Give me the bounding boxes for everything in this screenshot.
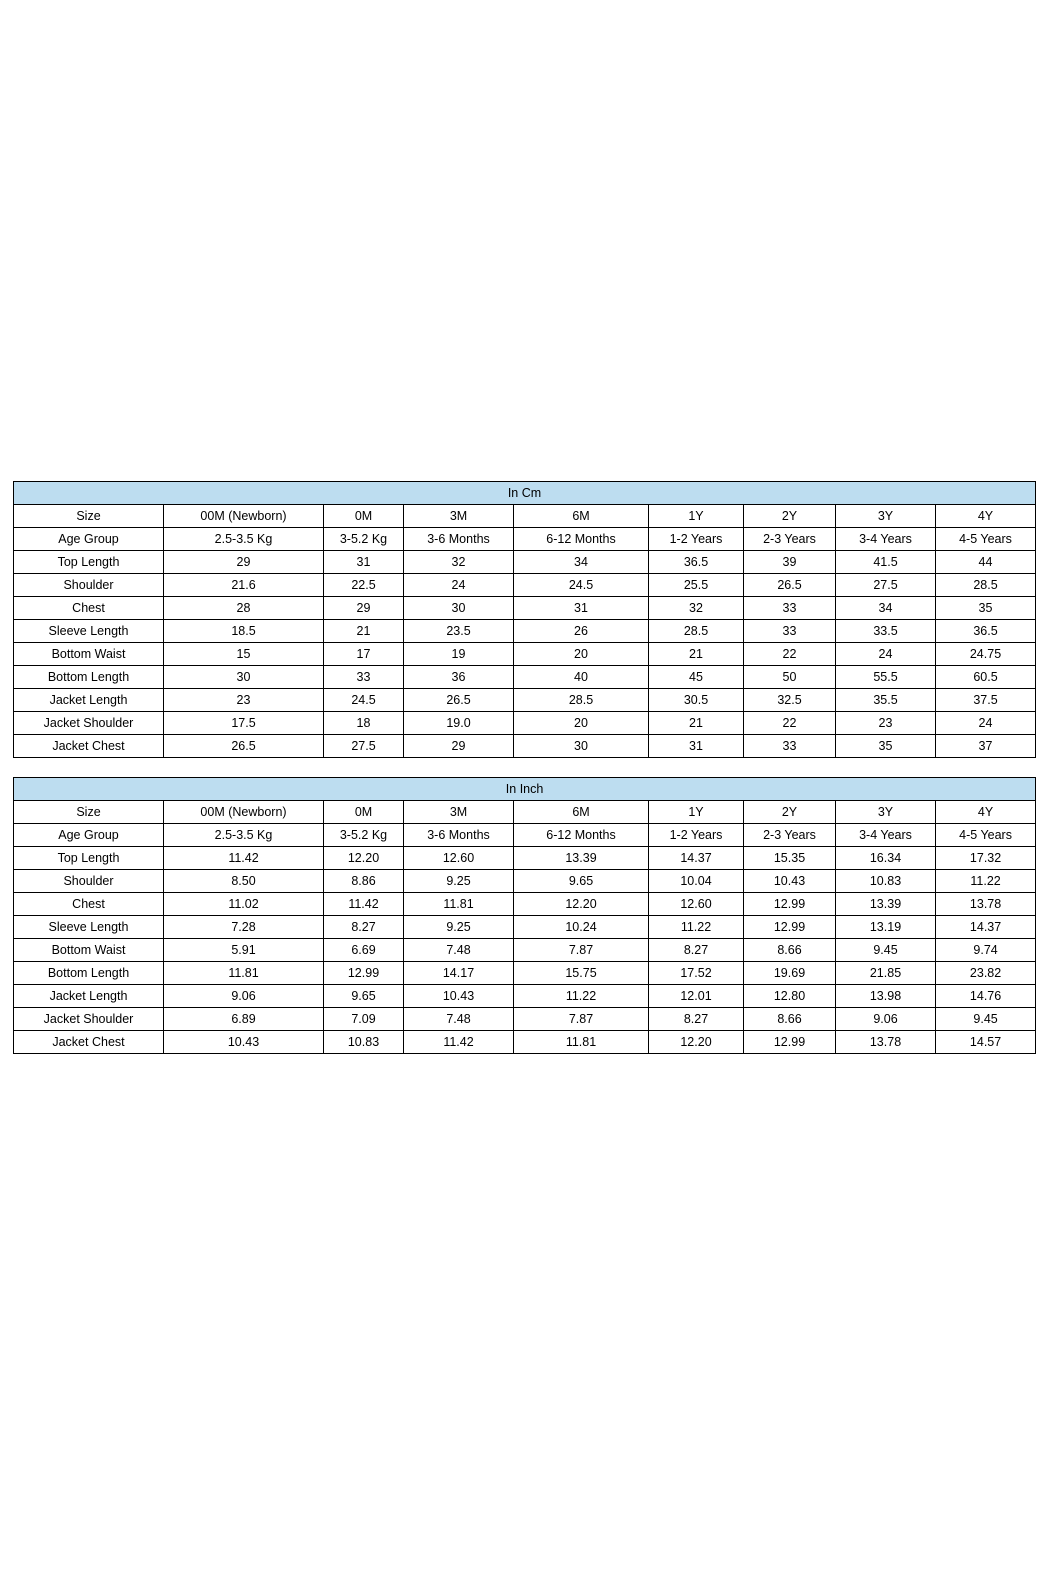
measurement-label: Bottom Length (14, 962, 164, 985)
table-row (14, 574, 1036, 597)
age-group-value: 3-4 Years (836, 528, 936, 551)
measurement-value: 6.69 (324, 939, 404, 962)
measurement-label: Top Length (14, 551, 164, 574)
age-group-row (14, 824, 1036, 847)
table-row (14, 985, 1036, 1008)
table-row (14, 643, 1036, 666)
measurement-value: 8.66 (744, 1008, 836, 1031)
age-group-value: 2-3 Years (744, 528, 836, 551)
measurement-label: Jacket Shoulder (14, 1008, 164, 1031)
measurement-label: Bottom Waist (14, 643, 164, 666)
measurement-value: 33 (744, 620, 836, 643)
measurement-label: Jacket Shoulder (14, 712, 164, 735)
age-group-value: 3-6 Months (404, 824, 514, 847)
measurement-label: Sleeve Length (14, 916, 164, 939)
measurement-value: 12.99 (324, 962, 404, 985)
measurement-value: 14.76 (936, 985, 1036, 1008)
unit-title: In Inch (14, 778, 1036, 801)
measurement-value: 7.48 (404, 939, 514, 962)
measurement-value: 26 (514, 620, 649, 643)
measurement-value: 17 (324, 643, 404, 666)
measurement-value: 20 (514, 712, 649, 735)
age-group-value: 3-5.2 Kg (324, 824, 404, 847)
measurement-value: 33.5 (836, 620, 936, 643)
age-group-value: 6-12 Months (514, 824, 649, 847)
measurement-value: 28 (164, 597, 324, 620)
measurement-value: 34 (514, 551, 649, 574)
measurement-value: 9.45 (936, 1008, 1036, 1031)
measurement-value: 14.57 (936, 1031, 1036, 1054)
measurement-value: 22 (744, 643, 836, 666)
measurement-value: 33 (744, 597, 836, 620)
measurement-label: Shoulder (14, 870, 164, 893)
measurement-value: 32 (404, 551, 514, 574)
measurement-value: 39 (744, 551, 836, 574)
measurement-value: 7.87 (514, 1008, 649, 1031)
measurement-value: 14.17 (404, 962, 514, 985)
measurement-value: 12.99 (744, 893, 836, 916)
measurement-value: 26.5 (744, 574, 836, 597)
measurement-value: 5.91 (164, 939, 324, 962)
measurement-value: 21.6 (164, 574, 324, 597)
measurement-value: 27.5 (836, 574, 936, 597)
measurement-value: 44 (936, 551, 1036, 574)
measurement-value: 13.98 (836, 985, 936, 1008)
measurement-label: Jacket Length (14, 985, 164, 1008)
unit-title-row (14, 482, 1036, 505)
measurement-label: Bottom Length (14, 666, 164, 689)
measurement-value: 17.5 (164, 712, 324, 735)
measurement-value: 9.25 (404, 870, 514, 893)
measurement-label: Jacket Chest (14, 735, 164, 758)
measurement-value: 8.27 (649, 1008, 744, 1031)
measurement-value: 30 (164, 666, 324, 689)
age-group-value: 2.5-3.5 Kg (164, 824, 324, 847)
measurement-value: 17.52 (649, 962, 744, 985)
size-label: 0M (324, 801, 404, 824)
measurement-value: 13.78 (836, 1031, 936, 1054)
measurement-value: 19.0 (404, 712, 514, 735)
measurement-value: 13.39 (514, 847, 649, 870)
measurement-value: 10.43 (164, 1031, 324, 1054)
age-group-value: 1-2 Years (649, 528, 744, 551)
size-table-cm (13, 481, 1036, 758)
age-group-value: 1-2 Years (649, 824, 744, 847)
table-row (14, 893, 1036, 916)
measurement-value: 6.89 (164, 1008, 324, 1031)
age-group-row (14, 528, 1036, 551)
measurement-value: 24 (936, 712, 1036, 735)
measurement-value: 35 (936, 597, 1036, 620)
table-row (14, 689, 1036, 712)
measurement-value: 9.06 (836, 1008, 936, 1031)
measurement-label: Chest (14, 597, 164, 620)
measurement-value: 12.20 (514, 893, 649, 916)
measurement-value: 19.69 (744, 962, 836, 985)
measurement-value: 55.5 (836, 666, 936, 689)
size-header-row (14, 505, 1036, 528)
measurement-value: 13.78 (936, 893, 1036, 916)
measurement-value: 8.27 (324, 916, 404, 939)
measurement-value: 24.5 (324, 689, 404, 712)
measurement-value: 35.5 (836, 689, 936, 712)
measurement-value: 12.20 (649, 1031, 744, 1054)
measurement-value: 36 (404, 666, 514, 689)
measurement-value: 10.83 (836, 870, 936, 893)
measurement-value: 13.19 (836, 916, 936, 939)
measurement-value: 8.66 (744, 939, 836, 962)
measurement-value: 26.5 (404, 689, 514, 712)
measurement-value: 16.34 (836, 847, 936, 870)
measurement-value: 45 (649, 666, 744, 689)
measurement-value: 15.75 (514, 962, 649, 985)
size-label: 4Y (936, 505, 1036, 528)
measurement-value: 8.50 (164, 870, 324, 893)
measurement-value: 30.5 (649, 689, 744, 712)
measurement-value: 11.22 (514, 985, 649, 1008)
measurement-value: 37 (936, 735, 1036, 758)
measurement-value: 11.81 (514, 1031, 649, 1054)
measurement-value: 15.35 (744, 847, 836, 870)
table-row (14, 1008, 1036, 1031)
measurement-value: 20 (514, 643, 649, 666)
measurement-value: 11.02 (164, 893, 324, 916)
age-group-value: 3-4 Years (836, 824, 936, 847)
table-row (14, 735, 1036, 758)
measurement-value: 9.74 (936, 939, 1036, 962)
measurement-value: 10.43 (744, 870, 836, 893)
measurement-value: 31 (514, 597, 649, 620)
table-row (14, 939, 1036, 962)
measurement-value: 9.65 (324, 985, 404, 1008)
size-label: 6M (514, 505, 649, 528)
measurement-value: 31 (324, 551, 404, 574)
measurement-value: 29 (164, 551, 324, 574)
measurement-value: 11.81 (404, 893, 514, 916)
row-header-age-group: Age Group (14, 528, 164, 551)
measurement-value: 23.82 (936, 962, 1036, 985)
size-chart-tables (13, 481, 1035, 1054)
table-row (14, 870, 1036, 893)
table-row (14, 597, 1036, 620)
measurement-value: 29 (324, 597, 404, 620)
measurement-value: 10.04 (649, 870, 744, 893)
measurement-value: 40 (514, 666, 649, 689)
table-row (14, 620, 1036, 643)
measurement-value: 11.22 (649, 916, 744, 939)
measurement-value: 24.75 (936, 643, 1036, 666)
measurement-value: 23.5 (404, 620, 514, 643)
measurement-value: 9.65 (514, 870, 649, 893)
size-label: 1Y (649, 801, 744, 824)
measurement-value: 12.99 (744, 1031, 836, 1054)
row-header-age-group: Age Group (14, 824, 164, 847)
measurement-value: 12.60 (404, 847, 514, 870)
measurement-value: 28.5 (936, 574, 1036, 597)
measurement-value: 9.45 (836, 939, 936, 962)
measurement-value: 36.5 (936, 620, 1036, 643)
measurement-value: 26.5 (164, 735, 324, 758)
measurement-value: 9.25 (404, 916, 514, 939)
measurement-value: 12.01 (649, 985, 744, 1008)
size-label: 3M (404, 505, 514, 528)
measurement-value: 21 (324, 620, 404, 643)
size-label: 3Y (836, 505, 936, 528)
measurement-value: 28.5 (649, 620, 744, 643)
table-row (14, 712, 1036, 735)
measurement-value: 19 (404, 643, 514, 666)
unit-title-row (14, 778, 1036, 801)
measurement-value: 22.5 (324, 574, 404, 597)
measurement-value: 24 (404, 574, 514, 597)
measurement-value: 12.60 (649, 893, 744, 916)
age-group-value: 2-3 Years (744, 824, 836, 847)
row-header-size: Size (14, 801, 164, 824)
age-group-value: 4-5 Years (936, 824, 1036, 847)
measurement-value: 29 (404, 735, 514, 758)
measurement-value: 32 (649, 597, 744, 620)
measurement-label: Sleeve Length (14, 620, 164, 643)
measurement-value: 14.37 (936, 916, 1036, 939)
size-label: 00M (Newborn) (164, 505, 324, 528)
measurement-value: 12.99 (744, 916, 836, 939)
measurement-label: Chest (14, 893, 164, 916)
table-row (14, 666, 1036, 689)
measurement-value: 24.5 (514, 574, 649, 597)
measurement-value: 36.5 (649, 551, 744, 574)
measurement-value: 30 (404, 597, 514, 620)
size-label: 1Y (649, 505, 744, 528)
measurement-value: 12.80 (744, 985, 836, 1008)
measurement-value: 14.37 (649, 847, 744, 870)
measurement-value: 8.27 (649, 939, 744, 962)
measurement-label: Jacket Chest (14, 1031, 164, 1054)
size-label: 6M (514, 801, 649, 824)
measurement-value: 10.83 (324, 1031, 404, 1054)
measurement-label: Top Length (14, 847, 164, 870)
size-label: 0M (324, 505, 404, 528)
table-row (14, 847, 1036, 870)
measurement-label: Bottom Waist (14, 939, 164, 962)
measurement-value: 13.39 (836, 893, 936, 916)
size-table-inch (13, 777, 1036, 1054)
table-row (14, 1031, 1036, 1054)
measurement-label: Shoulder (14, 574, 164, 597)
row-header-size: Size (14, 505, 164, 528)
measurement-value: 8.86 (324, 870, 404, 893)
unit-title: In Cm (14, 482, 1036, 505)
measurement-value: 11.42 (324, 893, 404, 916)
age-group-value: 6-12 Months (514, 528, 649, 551)
measurement-value: 15 (164, 643, 324, 666)
measurement-value: 18.5 (164, 620, 324, 643)
measurement-value: 50 (744, 666, 836, 689)
measurement-value: 22 (744, 712, 836, 735)
measurement-label: Jacket Length (14, 689, 164, 712)
measurement-value: 11.42 (164, 847, 324, 870)
measurement-value: 31 (649, 735, 744, 758)
measurement-value: 24 (836, 643, 936, 666)
measurement-value: 17.32 (936, 847, 1036, 870)
measurement-value: 33 (744, 735, 836, 758)
measurement-value: 21.85 (836, 962, 936, 985)
measurement-value: 10.24 (514, 916, 649, 939)
measurement-value: 12.20 (324, 847, 404, 870)
measurement-value: 23 (164, 689, 324, 712)
size-label: 4Y (936, 801, 1036, 824)
size-label: 2Y (744, 801, 836, 824)
age-group-value: 3-5.2 Kg (324, 528, 404, 551)
age-group-value: 3-6 Months (404, 528, 514, 551)
measurement-value: 11.22 (936, 870, 1036, 893)
measurement-value: 41.5 (836, 551, 936, 574)
size-header-row (14, 801, 1036, 824)
size-label: 3M (404, 801, 514, 824)
table-row (14, 551, 1036, 574)
measurement-value: 23 (836, 712, 936, 735)
measurement-value: 7.87 (514, 939, 649, 962)
measurement-value: 34 (836, 597, 936, 620)
size-label: 00M (Newborn) (164, 801, 324, 824)
table-row (14, 916, 1036, 939)
measurement-value: 7.09 (324, 1008, 404, 1031)
measurement-value: 18 (324, 712, 404, 735)
age-group-value: 2.5-3.5 Kg (164, 528, 324, 551)
measurement-value: 25.5 (649, 574, 744, 597)
measurement-value: 37.5 (936, 689, 1036, 712)
measurement-value: 21 (649, 712, 744, 735)
measurement-value: 35 (836, 735, 936, 758)
table-row (14, 962, 1036, 985)
size-label: 3Y (836, 801, 936, 824)
measurement-value: 11.42 (404, 1031, 514, 1054)
measurement-value: 28.5 (514, 689, 649, 712)
measurement-value: 7.48 (404, 1008, 514, 1031)
age-group-value: 4-5 Years (936, 528, 1036, 551)
measurement-value: 27.5 (324, 735, 404, 758)
measurement-value: 32.5 (744, 689, 836, 712)
measurement-value: 9.06 (164, 985, 324, 1008)
measurement-value: 60.5 (936, 666, 1036, 689)
measurement-value: 10.43 (404, 985, 514, 1008)
measurement-value: 33 (324, 666, 404, 689)
measurement-value: 7.28 (164, 916, 324, 939)
measurement-value: 11.81 (164, 962, 324, 985)
measurement-value: 30 (514, 735, 649, 758)
size-label: 2Y (744, 505, 836, 528)
measurement-value: 21 (649, 643, 744, 666)
